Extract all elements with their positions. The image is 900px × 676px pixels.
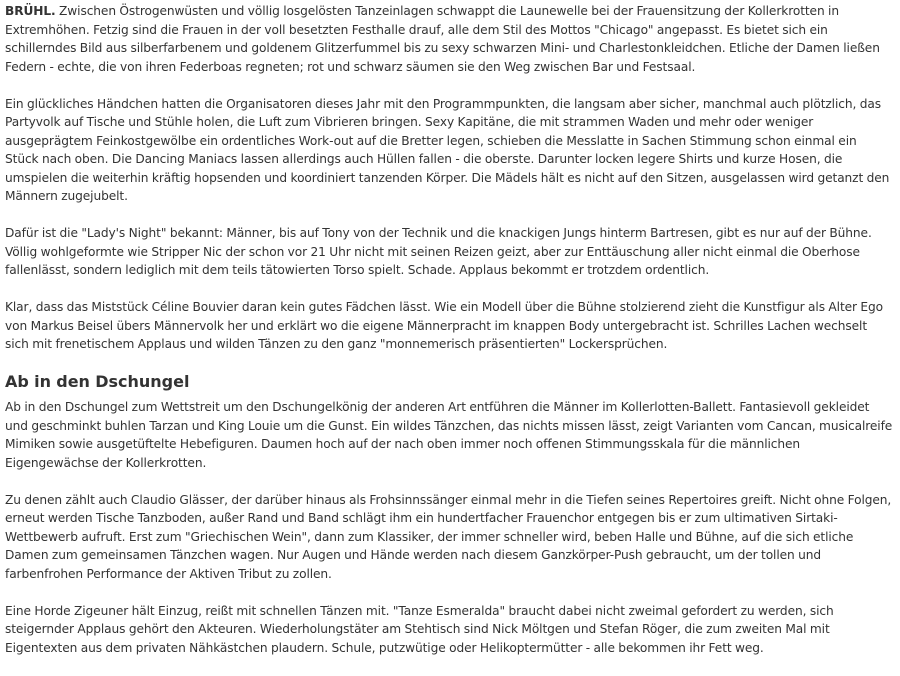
article-paragraph: Eine Horde Zigeuner hält Einzug, reißt mit schnellen Tänzen mit. "Tanze Esmeralda" braucht dabei nicht zweimal gefordert zu werden, sich steigernder Applaus gehört den Akteuren. Wiederholungstäter am Stehtisch sind Nick Möltgen und Stefan Röger, die zum zweiten Mal mit Eigentexten aus dem privaten Nähkästchen plaudern. Schule, putzwütige oder Helikoptermütter - alle bekommen ihr Fett weg. xyxy=(5,603,834,655)
article-dateline: BRÜHL. xyxy=(5,4,56,18)
article-paragraph-text: Zwischen Östrogenwüsten und völlig losgelösten Tanzeinlagen schwappt die Launewelle bei der Frauensitzung der Kollerkrotten in Extremhöhen. Fetzig sind die Frauen in der voll besetzten Festhalle drauf, alle dem Stil des Mottos "Chicago" angepasst. Es bietet sich ein schillerndes Bild aus silberfarbenem und goldenem Glitzerfummel bis zu sexy schwarzen Mini- und Charlestonkleidchen. Etliche der Damen ließen Federn - echte, die von ihren Federboas regneten; rot und schwarz säumen sie den Weg zwischen Bar und Festsaal. xyxy=(5,4,880,74)
article-paragraph: Dafür ist die "Lady's Night" bekannt: Männer, bis auf Tony von der Technik und die knackigen Jungs hinterm Bartresen, gibt es nur auf der Bühne. Völlig wohlgeformte wie Stripper Nic der schon vor 21 Uhr nicht mit seinen Reizen geizt, aber zur Enttäuschung aller nicht einmal die Oberhose fallenlässt, sondern lediglich mit dem teils tätowierten Torso spielt. Schade. Applaus bekommt er trotzdem ordentlich. xyxy=(5,226,872,277)
article-paragraph: Klar, dass das Miststück Céline Bouvier daran kein gutes Fädchen lässt. Wie ein Modell über die Bühne stolzierend zieht die Kunstfigur als Alter Ego von Markus Beisel übers Männervolk her und erklärt wo die eigene Männerpracht im knappen Body untergebracht ist. Schrilles Lachen wechselt sich mit frenetischem Applaus und wilden Tänzen zu den ganz "monnemerisch präsentierten" Lockersprüchen. xyxy=(5,300,884,351)
article-paragraph-lead xyxy=(5,2,893,76)
article-subheading: Ab in den Dschungel xyxy=(5,372,190,391)
article-paragraph: Ein glückliches Händchen hatten die Organisatoren dieses Jahr mit den Programmpunkten, die langsam aber sicher, manchmal auch plötzlich, das Partyvolk auf Tische und Stühle holen, die Luft zum Vibrieren bringen. Sexy Kapitäne, die mit strammen Waden und mehr oder weniger ausgeprägtem Feinkostgewölbe ein ordentliches Work-out auf die Bretter legen, schieben die Messlatte in Sachen Stimmung schon einmal ein Stück nach oben. Die Dancing Maniacs lassen allerdings auch Hüllen fallen - die oberste. Darunter locken legere Shirts und kurze Hosen, die umspielen die weiterhin kräftig hopsenden und koordiniert tanzenden Körper. Die Mädels hält es nicht auf den Sitzen, ausgelassen wird getanzt den Männern zugejubelt. xyxy=(5,96,890,203)
article-body xyxy=(5,0,893,676)
article-paragraph: Ab in den Dschungel zum Wettstreit um den Dschungelkönig der anderen Art entführen die Männer im Kollerlotten-Ballett. Fantasievoll gekleidet und geschminkt buhlen Tarzan und King Louie um die Gunst. Ein wildes Tänzchen, das nichts missen lässt, zeigt Varianten vom Cancan, musicalreife Mimiken sowie ausgetüftelte Hebefiguren. Daumen hoch auf der nach oben immer noch offenen Stimmungsskala für die männlichen Eigengewächse der Kollerkrotten. xyxy=(5,400,893,470)
article-paragraph: Zu denen zählt auch Claudio Glässer, der darüber hinaus als Frohsinnssänger einmal mehr in die Tiefen seines Repertoires greift. Nicht ohne Folgen, erneut werden Tische Tanzboden, außer Rand und Band schlägt ihm ein hundertfacher Frauenchor entgegen bis er zum ultimativen Sirtaki-Wettbewerb aufruft. Erst zum "Griechischen Wein", dann zum Klassiker, der immer schneller wird, beben Halle und Bühne, auf die sich etliche Damen zum gemeinsamen Tänzchen wagen. Nur Augen und Hände werden nach diesem Ganzkörper-Push gebraucht, um der tollen und farbenfrohen Performance der Aktiven Tribut zu zollen. xyxy=(5,492,892,581)
